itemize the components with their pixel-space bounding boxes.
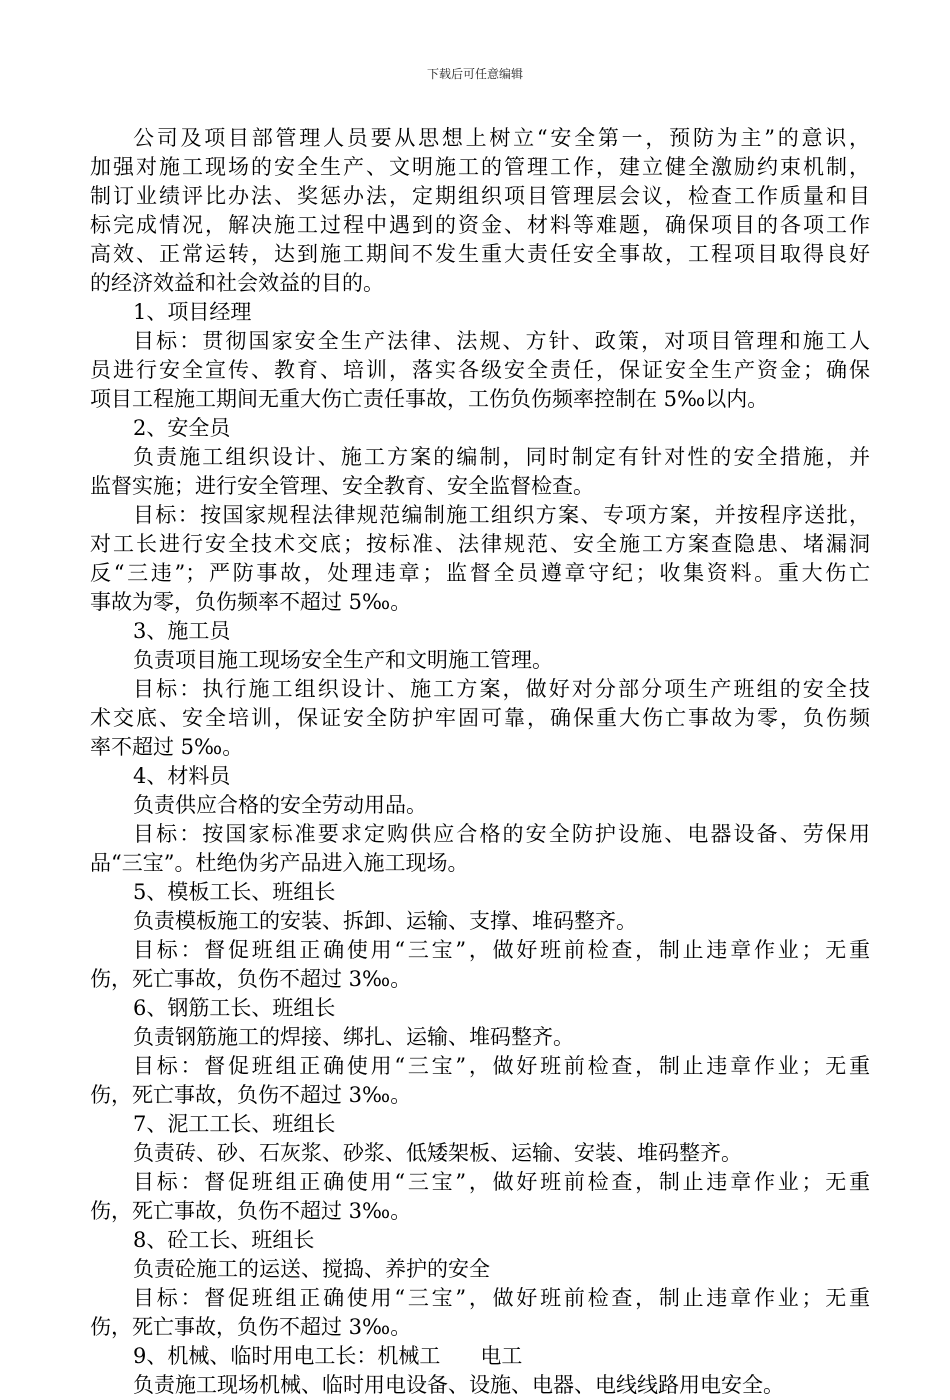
text-line: 公司及项目部管理人员要从思想上树立“安全第一，预防为主”的意识， — [133, 126, 870, 150]
text-line: 7、泥工工长、班组长 — [133, 1112, 336, 1136]
text-line: 员进行安全宣传、教育、培训，落实各级安全责任，保证安全生产资金；确保 — [90, 358, 870, 382]
text-line: 制订业绩评比办法、奖惩办法，定期组织项目管理层会议，检查工作质量和目 — [90, 184, 870, 208]
text-line: 负责施工组织设计、施工方案的编制，同时制定有针对性的安全措施，并 — [133, 445, 870, 469]
text-line: 6、钢筋工长、班组长 — [133, 996, 336, 1020]
text-line: 高效、正常运转，达到施工期间不发生重大责任安全事故，工程项目取得良好 — [90, 242, 870, 266]
text-line: 监督实施；进行安全管理、安全教育、安全监督检查。 — [90, 474, 594, 498]
text-line: 5、模板工长、班组长 — [133, 880, 336, 904]
text-line: 对工长进行安全技术交底；按标准、法律规范、安全施工方案查隐患、堵漏洞 — [90, 532, 870, 556]
text-line: 负责砖、砂、石灰浆、砂浆、低矮架板、运输、安装、堆码整齐。 — [133, 1141, 742, 1165]
text-line: 伤，死亡事故，负伤不超过 3‰。 — [90, 1315, 412, 1339]
page-header: 下载后可任意编辑 — [426, 67, 523, 81]
text-line: 事故为零，负伤频率不超过 5‰。 — [90, 590, 412, 614]
text-line: 目标：贯彻国家安全生产法律、法规、方针、政策，对项目管理和施工人 — [133, 329, 870, 353]
text-line: 的经济效益和社会效益的目的。 — [90, 271, 384, 295]
text-line: 8、砼工长、班组长 — [133, 1228, 315, 1252]
text-line: 目标：执行施工组织设计、施工方案，做好对分部分项生产班组的安全技 — [133, 677, 870, 701]
text-line: 2、安全员 — [133, 416, 231, 440]
text-line: 负责钢筋施工的焊接、绑扎、运输、堆码整齐。 — [133, 1025, 574, 1049]
text-line: 目标：按国家规程法律规范编制施工组织方案、专项方案，并按程序送批， — [133, 503, 870, 527]
text-line: 1、项目经理 — [133, 300, 252, 324]
text-line: 品“三宝”。杜绝伪劣产品进入施工现场。 — [90, 851, 469, 875]
text-line: 项目工程施工期间无重大伤亡责任事故，工伤负伤频率控制在 5‰以内。 — [90, 387, 769, 411]
text-line: 目标：督促班组正确使用“三宝”，做好班前检查，制止违章作业；无重 — [133, 938, 870, 962]
text-line: 9、机械、临时用电工长：机械工 电工 — [133, 1344, 523, 1368]
text-line: 伤，死亡事故，负伤不超过 3‰。 — [90, 1199, 412, 1223]
text-line: 目标：督促班组正确使用“三宝”，做好班前检查，制止违章作业；无重 — [133, 1286, 870, 1310]
text-line: 4、材料员 — [133, 764, 231, 788]
text-line: 负责项目施工现场安全生产和文明施工管理。 — [133, 648, 553, 672]
text-line: 术交底、安全培训，保证安全防护牢固可靠，确保重大伤亡事故为零，负伤频 — [90, 706, 870, 730]
text-line: 负责砼施工的运送、搅捣、养护的安全 — [133, 1257, 490, 1281]
text-line: 伤，死亡事故，负伤不超过 3‰。 — [90, 1083, 412, 1107]
document-body — [90, 124, 870, 1400]
text-line: 反“三违”；严防事故，处理违章；监督全员遵章守纪；收集资料。重大伤亡 — [90, 561, 870, 585]
text-line: 目标：督促班组正确使用“三宝”，做好班前检查，制止违章作业；无重 — [133, 1054, 870, 1078]
text-line: 标完成情况，解决施工过程中遇到的资金、材料等难题，确保项目的各项工作 — [90, 213, 870, 237]
text-line: 负责供应合格的安全劳动用品。 — [133, 793, 427, 817]
text-line: 加强对施工现场的安全生产、文明施工的管理工作，建立健全激励约束机制， — [90, 155, 870, 179]
text-line: 目标：督促班组正确使用“三宝”，做好班前检查，制止违章作业；无重 — [133, 1170, 870, 1194]
text-line: 目标：按国家标准要求定购供应合格的安全防护设施、电器设备、劳保用 — [133, 822, 870, 846]
text-line: 率不超过 5‰。 — [90, 735, 244, 759]
text-line: 负责施工现场机械、临时用电设备、设施、电器、电线线路用电安全。 — [133, 1373, 784, 1397]
text-line: 负责模板施工的安装、拆卸、运输、支撑、堆码整齐。 — [133, 909, 637, 933]
text-line: 伤，死亡事故，负伤不超过 3‰。 — [90, 967, 412, 991]
text-line: 3、施工员 — [133, 619, 231, 643]
